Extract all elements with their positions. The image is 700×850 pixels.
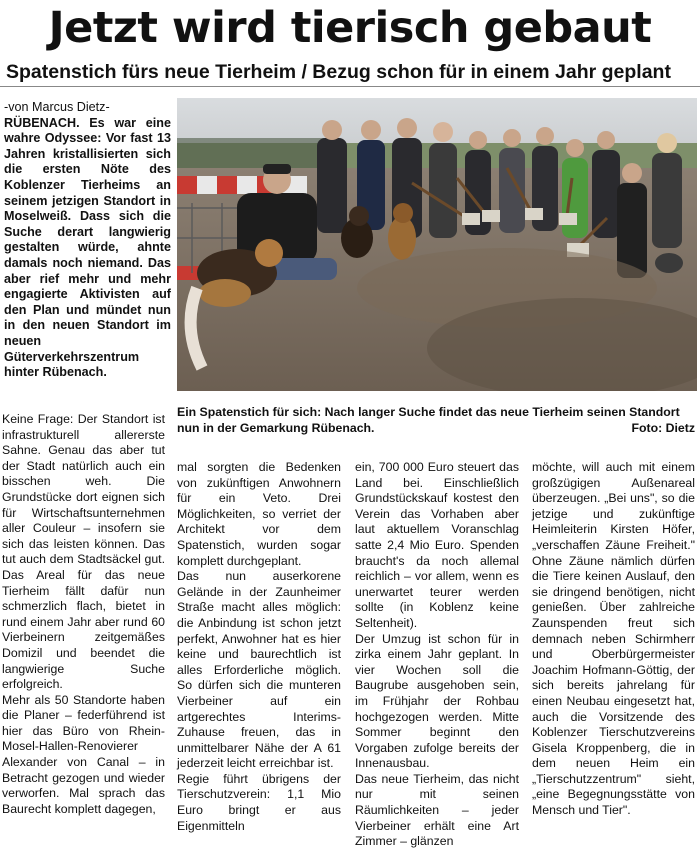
paragraph: Das neue Tierheim, das nicht nur mit seinen Räumlichkeiten – jeder Vierbeiner erhält eine Art Zimmer – glänzen — [355, 771, 519, 849]
lead-text: RÜBENACH. Es war eine wahre Odyssee: Vor fast 13 Jahren kristallisierten sich die ersten Nöte des Koblenzer Tierheims an seinem jetzigen Standort in Moselweiß. Dass sich die Suche derart langwierig gestalten würde, ahnte damals noch niemand. Das aber rief mehr und mehr engagierte Aktivisten auf den Plan und mündet nun in den neuen Standort im neuen Güterverkehrszentrum hinter Rübenach. — [4, 115, 171, 380]
body-column-4 — [532, 460, 695, 819]
headline: Jetzt wird tierisch gebaut — [48, 3, 652, 53]
photo-icon — [177, 98, 697, 391]
author-byline: -von Marcus Dietz- — [4, 100, 110, 114]
photo-caption — [177, 405, 697, 436]
body-column-1 — [2, 412, 165, 817]
paragraph: möchte, will auch mit einem großzügigen Außenareal überzeugen. „Bei uns", so die jetzige und zukünftige Heimleiterin Kirsten Höfer, „verschaffen Zäune Freiheit." Ohne Zäune nämlich dürfen die Tiere keinen Auslauf, den sie dringend benötigen, nicht genießen. Über zahlreiche Zaunspenden freut sich demnach neben Schirmherr und Oberbürgermeister Joachim Hofmann-Göttig, der sich bereits jahrelang für einen Neubau eingesetzt hat, auch die Vorsitzende des Koblenzer Tierschutzvereins Gisela Kroppenberg, die in dem neuen Heim ein „Tierschutzzentrum" sieht, „eine Begegnungsstätte von Mensch und Tier". — [532, 460, 695, 818]
paragraph: ein, 700 000 Euro steuert das Land bei. Einschließlich Grundstückskauf kostest den Verein das Vorhaben aber laut aktuellem Voranschlag satte 2,4 Mio Euro. Spenden braucht's da noch allemal reichlich – vor allem, wenn es unerwartet teurer werden sollte (in Koblenz keine Seltenheit). — [355, 460, 519, 630]
caption-text: Ein Spatenstich für sich: Nach langer Suche findet das neue Tierheim seinen Standort nun in der Gemarkung Rübenach. — [177, 405, 680, 435]
body-column-2 — [177, 460, 341, 834]
subheadline: Spatenstich fürs neue Tierheim / Bezug schon für in einem Jahr geplant — [6, 61, 671, 83]
lead-paragraph — [4, 100, 171, 381]
paragraph: Mehr als 50 Standorte haben die Planer – federführend ist hier das Büro von Rhein-Mosel-Hallen-Renovierer Alexander von Canal – in Betracht gezogen und wieder verworfen. Mal sprach das Baurecht komplett dagegen, — [2, 692, 165, 816]
article-photo — [177, 98, 697, 391]
paragraph: Regie führt übrigens der Tierschutzverein: 1,1 Mio Euro bringt er aus Eigenmitteln — [177, 771, 341, 833]
paragraph: Der Umzug ist schon für in zirka einem Jahr geplant. In vier Wochen soll die Baugrube ausgehoben sein, im Frühjahr der Rohbau hochgezogen werden. Mitte Sommer beginnt den Vorgaben zufolge bereits der Innenausbau. — [355, 631, 519, 771]
divider — [0, 86, 700, 87]
paragraph: Keine Frage: Der Standort ist infrastrukturell allererste Sahne. Genau das aber tut der Stadt natürlich auch ein bisschen weh. Die Grundstücke dort eignen sich für Wirtschaftsunternehmen aller Couleur – insofern sie sich das leisten können. Das tut auch dem Stadtsäckel gut. Das Areal für das neue Tierheim fällt dafür nun schmerzlich flach, bietet in rund einem Jahr aber rund 60 Vierbeinern zeitgemäßes Domizil und beendet die langwierige Suche erfolgreich. — [2, 412, 165, 692]
paragraph: mal sorgten die Bedenken von zukünftigen Anwohnern für ein Veto. Drei Möglichkeiten, so verriet der Architekt vor dem Spatenstich, wurden sogar komplett durchgeplant. — [177, 460, 341, 568]
paragraph: Das nun auserkorene Gelände in der Zaunheimer Straße macht alles möglich: die Anbindung ist schon jetzt perfekt, Anwohner hat es hier keine und baurechtlich ist alles Erforderliche möglich. So dürfen sich die munteren Vierbeiner auf ein artgerechtes Interims-Zuhause freuen, das in unmittelbarer Nähe der A 61 jederzeit leicht erreichbar ist. — [177, 569, 341, 771]
photo-credit: Foto: Dietz — [631, 420, 695, 435]
body-column-3 — [355, 460, 519, 850]
